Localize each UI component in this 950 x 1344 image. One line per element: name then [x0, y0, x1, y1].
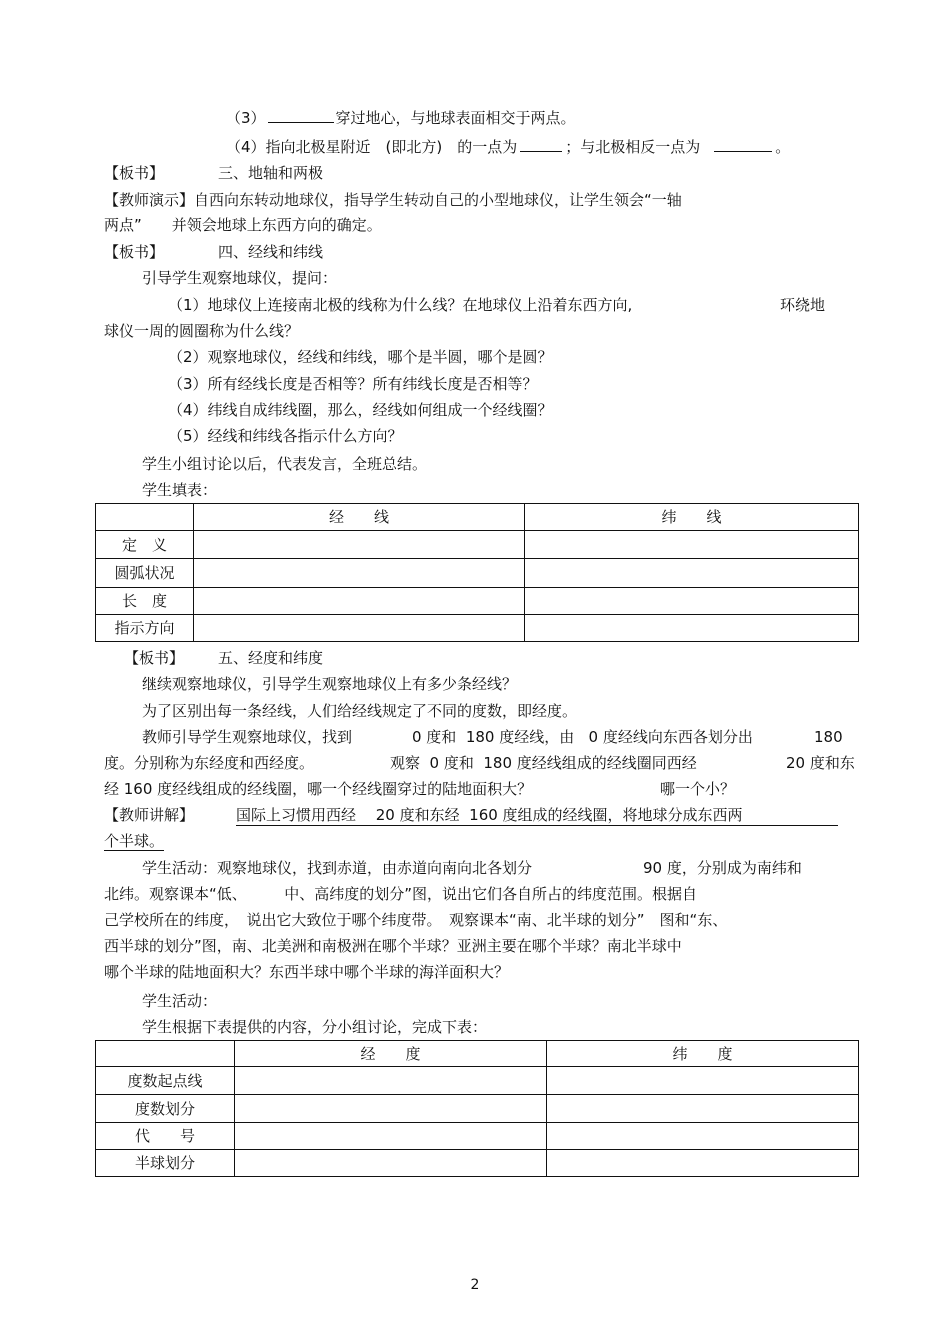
answer-blank: [714, 136, 772, 152]
board-label: 【板书】: [104, 243, 165, 261]
activity-3: 己学校所在的纬度， 说出它大致位于哪个纬度带。 观察课本“南、北半球的划分” 图和“东、: [104, 911, 728, 929]
question-4-end: 。: [775, 138, 791, 156]
meridian-parallel-table: [95, 503, 859, 642]
question-1c: 球仪一周的圆圈称为什么线？: [104, 322, 300, 340]
paragraph-5a: 经 160 度经线组成的经线圈，哪一个经线圈穿过的陆地面积大？: [104, 780, 533, 798]
section-title: 五、经度和纬度: [218, 649, 324, 667]
empty-cell: [525, 588, 859, 615]
row-label: 定 义: [96, 531, 194, 559]
paragraph-3b: 0 度和 180 度经线，由 0 度经线向东西各划分出: [412, 728, 753, 746]
empty-cell: [235, 1067, 547, 1095]
table-header-cell: 经 度: [235, 1041, 547, 1067]
table-header-cell: 纬 线: [525, 504, 859, 531]
question-4-text-a: （4）指向北极星附近 (即北方) 的一点为: [226, 138, 518, 156]
row-label: 半球划分: [96, 1150, 235, 1177]
empty-cell: [194, 559, 525, 588]
activity-1a: 学生活动：观察地球仪，找到赤道，由赤道向南向北各划分: [142, 859, 533, 877]
question-3-line: [226, 107, 576, 128]
question-2: （2）观察地球仪，经线和纬线，哪个是半圆，哪个是圆？: [168, 348, 553, 366]
discussion-text: 学生小组讨论以后，代表发言，全班总结。: [142, 455, 428, 473]
activity-1b: 90 度，分别成为南纬和: [643, 859, 802, 877]
fill-table-text: 学生填表：: [142, 481, 218, 499]
section-title: 四、经线和纬线: [218, 243, 324, 261]
table-header-cell: 经 线: [194, 504, 525, 531]
row-label: 代 号: [96, 1123, 235, 1150]
table-header-cell: [96, 504, 194, 531]
lecture-text-2: 个半球。: [104, 832, 165, 850]
activity-4: 西半球的划分”图，南、北美洲和南极洲在哪个半球？亚洲主要在哪个半球？南北半球中: [104, 937, 682, 955]
question-1b: 环绕地: [780, 296, 826, 314]
question-4-text-b: ；与北极相反一点为: [565, 138, 701, 156]
section-title: 三、地轴和两极: [218, 164, 324, 182]
empty-cell: [525, 531, 859, 559]
question-3b: （3）所有经线长度是否相等？所有纬线长度是否相等？: [168, 375, 538, 393]
paragraph-2: 为了区别出每一条经线，人们给经线规定了不同的度数，即经度。: [142, 702, 578, 720]
lecture-line-2: [104, 831, 164, 851]
empty-cell: [547, 1067, 859, 1095]
question-1a: （1）地球仪上连接南北极的线称为什么线？在地球仪上沿着东西方向,: [168, 296, 633, 314]
paragraph-1: 继续观察地球仪，引导学生观察地球仪上有多少条经线？: [142, 675, 518, 693]
paragraph-4a: 度。分别称为东经度和西经度。: [104, 754, 315, 772]
lecture-text: 国际上习惯用西经 20 度和东经 160 度组成的经线圈，将地球分成东西两: [236, 805, 838, 826]
longitude-latitude-table: [95, 1040, 859, 1177]
answer-blank: [520, 136, 562, 152]
board-label: 【板书】: [104, 164, 165, 182]
empty-cell: [194, 615, 525, 642]
answer-blank: [268, 107, 334, 123]
table-header-cell: 纬 度: [547, 1041, 859, 1067]
empty-cell: [235, 1123, 547, 1150]
demo-line-1: 【教师演示】自西向东转动地球仪，指导学生转动自己的小型地球仪，让学生领会“一轴: [104, 191, 682, 209]
empty-cell: [525, 559, 859, 588]
empty-cell: [235, 1150, 547, 1177]
question-3-prefix: （3）: [226, 109, 266, 127]
demo-line-2: 两点” 并领会地球上东西方向的确定。: [104, 216, 382, 234]
question-4-line: [226, 136, 790, 157]
empty-cell: [194, 531, 525, 559]
table-header-cell: [96, 1041, 235, 1067]
paragraph-4c: 20 度和东: [786, 754, 855, 772]
row-label: 圆弧状况: [96, 559, 194, 588]
paragraph-3c: 180: [814, 728, 843, 746]
lecture-label: 【教师讲解】: [104, 806, 195, 824]
paragraph-4b: 观察 0 度和 180 度经线组成的经线圈同西经: [390, 754, 697, 772]
activity-2: 北纬。观察课本“低、 中、高纬度的划分”图，说出它们各自所占的纬度范围。根据自: [104, 885, 698, 903]
activity-table-text: 学生根据下表提供的内容，分小组讨论，完成下表：: [142, 1018, 488, 1036]
empty-cell: [525, 615, 859, 642]
row-label: 度数起点线: [96, 1067, 235, 1095]
activity-5: 哪个半球的陆地面积大？东西半球中哪个半球的海洋面积大？: [104, 963, 510, 981]
activity-label: 学生活动：: [142, 992, 218, 1010]
empty-cell: [235, 1095, 547, 1123]
board-label: 【板书】: [124, 649, 185, 667]
row-label: 指示方向: [96, 615, 194, 642]
empty-cell: [547, 1123, 859, 1150]
row-label: 度数划分: [96, 1095, 235, 1123]
empty-cell: [194, 588, 525, 615]
question-4b: （4）纬线自成纬线圈，那么，经线如何组成一个经线圈？: [168, 401, 553, 419]
page-number: 2: [470, 1277, 480, 1293]
paragraph-3a: 教师引导学生观察地球仪，找到: [142, 728, 353, 746]
empty-cell: [547, 1150, 859, 1177]
empty-cell: [547, 1095, 859, 1123]
row-label: 长 度: [96, 588, 194, 615]
paragraph-5b: 哪一个小？: [660, 780, 736, 798]
guide-text: 引导学生观察地球仪，提问：: [142, 269, 338, 287]
question-3-text: 穿过地心，与地球表面相交于两点。: [335, 109, 576, 127]
question-5: （5）经线和纬线各指示什么方向？: [168, 427, 403, 445]
